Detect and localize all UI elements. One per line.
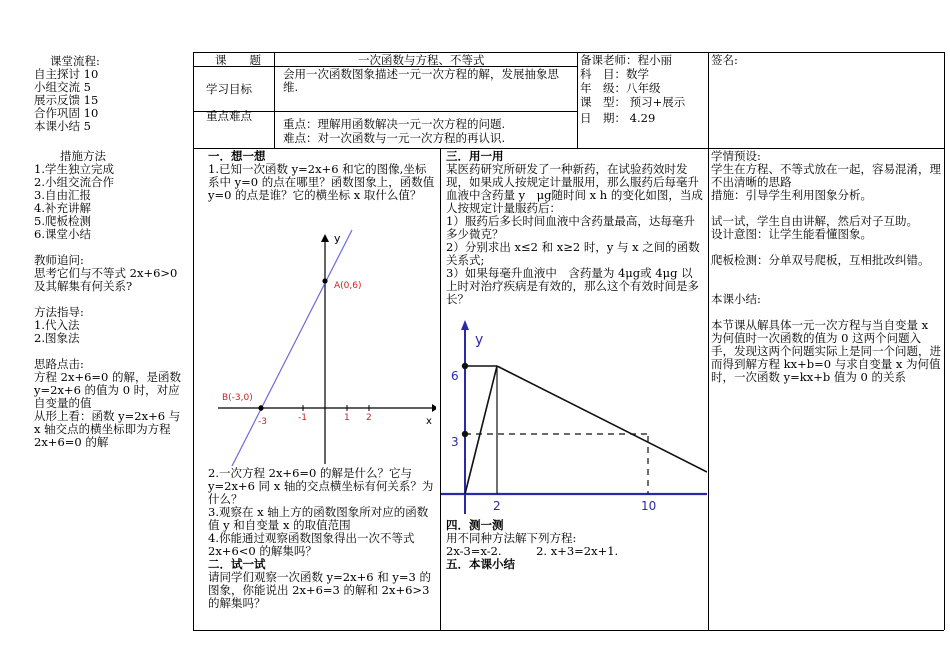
guide-item: 1.代入法 xyxy=(34,318,80,332)
design-note: 设计意图：让学生能看懂图象。 xyxy=(711,227,872,241)
lesson-type: 课 型： 预习+展示 xyxy=(580,95,686,109)
label-column-divider xyxy=(274,52,275,148)
method-item: 3.自由汇报 xyxy=(34,188,91,202)
use-heading: 三．用一用 xyxy=(446,149,504,163)
use-question-2: 2）分别求出 x≤2 和 x≥2 时，y 与 x 之间的函数关系式; xyxy=(446,240,700,267)
table-border-right xyxy=(944,52,945,630)
try-text: 请同学们观察一次函数 y=2x+6 和 y=3 的图象，你能说出 2x+6=3 的解和 2x+6>3 的解集吗？ xyxy=(208,570,431,610)
pre-text: 学生在方程、不等式放在一起，容易混淆，理不出清晰的思路 xyxy=(711,162,941,189)
table-border-left xyxy=(193,52,194,630)
key-label: 重点难点 xyxy=(206,109,252,123)
hint-text-2: 从形上看：函数 y=2x+6 与 x 轴交点的横坐标即为方程 2x+6=0 的解 xyxy=(34,409,181,449)
method-item: 1.学生独立完成 xyxy=(34,162,114,176)
drug-concentration-graph xyxy=(441,318,707,516)
summary-heading: 五．本课小结 xyxy=(446,557,515,571)
board-note: 爬板检测：分单双号爬板，互相批改纠错。 xyxy=(711,253,930,267)
test-text: 用不同种方法解下列方程: xyxy=(446,531,577,545)
think-question-3: 3.观察在 x 轴上方的函数图象所对应的函数值 y 和自变量 x 的取值范围 xyxy=(208,505,429,532)
topic-label: 课 题 xyxy=(215,53,261,67)
try-note: 试一试，学生自由讲解，然后对子互助。 xyxy=(711,214,918,228)
graph1-tick-label-2: 2 xyxy=(366,413,372,423)
methods-title: 措施方法 xyxy=(60,149,106,163)
graph1-y-label: y xyxy=(334,232,341,245)
header-body-divider xyxy=(193,148,944,149)
topic-value: 一次函数与方程、不等式 xyxy=(358,53,485,67)
graph1-tick-label-neg1: -1 xyxy=(298,413,307,423)
flow-item: 合作巩固 10 xyxy=(34,106,99,120)
think-section xyxy=(208,150,436,202)
use-section xyxy=(446,150,704,306)
think-questions-lower xyxy=(208,467,436,610)
subject: 科 目：数学 xyxy=(580,67,649,81)
flow-item: 本课小结 5 xyxy=(34,119,91,133)
notes-column-divider xyxy=(708,52,709,630)
hint-text: 方程 2x+6=0 的解，是函数 y=2x+6 的值为 0 时，对应自变量的值 xyxy=(34,370,182,410)
method-item: 4.补充讲解 xyxy=(34,201,91,215)
use-text: 某医药研究所研发了一种新药，在试验药效时发现，如果成人按规定计量服用，那么服药后每毫升血液中含药量 y μg随时间 x h 的变化如图，当成人按规定计量服药后： xyxy=(446,162,703,215)
signature-label: 签名: xyxy=(711,53,738,67)
graph2-point-6 xyxy=(462,363,468,369)
use-question-3: 3）如果每毫升血液中 含药量为 4μg或 4μg 以上时对治疗疾病是有效的，那么这个有效时间是多长？ xyxy=(446,266,699,306)
hint-title: 思路点击: xyxy=(34,357,84,371)
summary-text: 本节课从解具体一元一次方程与当自变量 x 为何值时一次函数的值为 0 这两个问题入手，发现这两个问题实际上是同一个问题，进而得到解方程 kx+b=0 与求自变量 x 为何值时，一次函数 y=kx+b 值为 0 的关系 xyxy=(711,318,941,384)
graph1-function-line xyxy=(232,230,352,466)
think-question-4: 4.你能通过观察函数图象得出一次不等式 2x+6<0 的解集吗？ xyxy=(208,531,415,558)
methods-column xyxy=(34,150,190,449)
try-heading: 二．试一试 xyxy=(208,557,266,571)
linear-function-graph xyxy=(212,226,436,466)
key-point: 重点：理解用函数解决一元一次方程的问题. xyxy=(283,117,506,131)
graph1-point-b-label: B(-3,0) xyxy=(222,393,253,403)
teacher: 备课老师：程小丽 xyxy=(580,53,672,67)
table-border-top xyxy=(193,52,944,53)
graph1-tick-label-1: 1 xyxy=(344,413,350,423)
method-item: 5.爬板检测 xyxy=(34,214,91,228)
graph2-point-3 xyxy=(462,431,468,437)
flow-item: 小组交流 5 xyxy=(34,80,91,94)
lesson-date: 日 期： 4.29 xyxy=(580,111,656,125)
lesson-flow-title: 课堂流程: xyxy=(50,54,100,68)
measure-text: 措施：引导学生利用图象分析。 xyxy=(711,188,872,202)
graph2-tick-label-10: 10 xyxy=(641,499,657,513)
flow-item: 自主探讨 10 xyxy=(34,67,99,81)
teacher-ask-text: 思考它们与不等式 2x+6>0 及其解集有何关系? xyxy=(34,266,178,293)
summary-title: 本课小结: xyxy=(711,292,761,306)
graph2-falling-line xyxy=(497,366,707,472)
graph1-y-arrow xyxy=(321,234,329,242)
flow-item: 展示反馈 15 xyxy=(34,93,99,107)
teacher-ask-title: 教师追问: xyxy=(34,253,84,267)
graph1-x-arrow xyxy=(432,404,436,412)
use-question-1: 1）服药后多长时间血液中含药量最高，达每毫升多少微克？ xyxy=(446,214,695,241)
graph1-point-b xyxy=(258,405,263,410)
graph1-x-label: x xyxy=(426,416,432,427)
graph1-tick-label-neg3: -3 xyxy=(258,417,267,427)
table-border-bottom xyxy=(193,630,944,631)
think-heading: 一．想一想 xyxy=(208,149,266,163)
method-item: 6.课堂小结 xyxy=(34,227,91,241)
graph1-point-a xyxy=(322,278,327,283)
goal-value: 会用一次函数图象描述一元一次方程的解，发展抽象思维. xyxy=(283,67,559,94)
graph1-point-a-label: A(0,6) xyxy=(334,281,362,291)
graph2-rising-line xyxy=(465,366,497,494)
think-question-1: 1.已知一次函数 y=2x+6 和它的图像,坐标系中 y=0 的点在哪里？函数图象上，函数值 y=0 的点是谁？它的横坐标 x 取什么值？ xyxy=(208,162,435,202)
grade: 年 级：八年级 xyxy=(580,81,661,95)
graph2-y-label: y xyxy=(475,332,484,348)
method-item: 2.小组交流合作 xyxy=(34,175,114,189)
method-guide-title: 方法指导: xyxy=(34,305,84,319)
lesson-flow xyxy=(34,55,190,133)
notes-column xyxy=(711,150,941,384)
graph2-tick-label-2: 2 xyxy=(493,499,501,513)
goal-label: 学习目标 xyxy=(206,82,252,96)
difficult-point: 难点：对一次函数与一元一次方程的再认识. xyxy=(283,131,506,145)
graph2-tick-label-6: 6 xyxy=(451,369,459,383)
test-section xyxy=(446,519,704,571)
test-heading: 四．测一测 xyxy=(446,518,504,532)
think-question-2: 2.一次方程 2x+6=0 的解是什么？它与 y=2x+6 同 x 轴的交点横坐标有何关系？为什么？ xyxy=(208,466,434,506)
graph2-tick-label-3: 3 xyxy=(451,435,459,449)
graph2-y-arrow xyxy=(461,320,469,330)
test-equations: 2x-3=x-2. 2. x+3=2x+1. xyxy=(446,544,619,558)
pre-title: 学情预设: xyxy=(711,149,761,163)
teacher-column-divider xyxy=(577,52,578,148)
guide-item: 2.图象法 xyxy=(34,331,80,345)
